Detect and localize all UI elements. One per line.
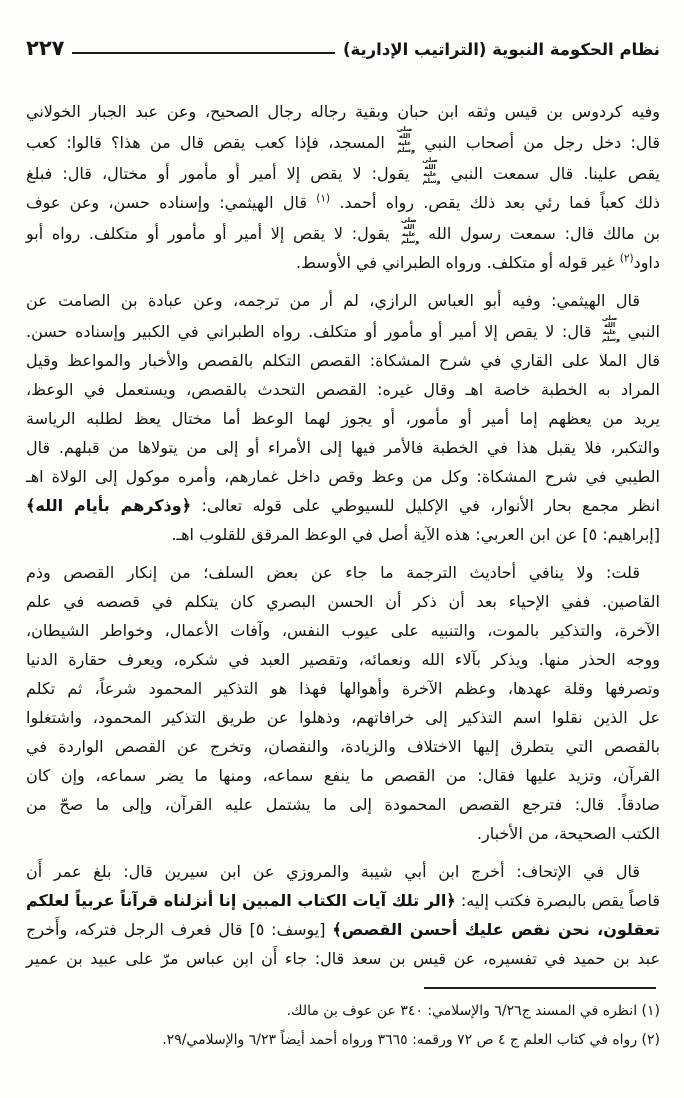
- footnote: (١) انظره في المسند ج٦/٢٦ والإسلامي: ٣٤٠ عن عوف بن مالك.: [286, 1003, 660, 1019]
- text-line: [26, 248, 660, 277]
- text-run: القرآن، وتزيد عليها فقال: من القصص ما ينفع سماعه، ومنها ما يضر سماعه، وإن كان: [26, 766, 660, 785]
- text-run: قال الملا على القاري في شرح المشكاة: القصص التكلم بالقصص والأخبار والمواعظ وقيل: [26, 351, 660, 370]
- text-run: النبي: [620, 322, 660, 341]
- text-run: وفيه كردوس بن قيس وثقه ابن حبان وبقية رجاله رجال الصحيح، وعن عبد الجبار الخولاني: [26, 102, 660, 121]
- pbuh-glyph: صلى الله عليه وسلم: [422, 156, 441, 185]
- text-line: [26, 462, 660, 491]
- text-line: [26, 404, 660, 433]
- text-run: والتكبر، فلا يقبل هذا في الخطبة فالأمر فيها إلى الأمراء أو إلى من يتولاها من قبلهم. قال: [26, 438, 660, 457]
- quran-quote: تعقلون، نحن نقص عليك أحسن القصص﴾: [332, 920, 660, 939]
- text-line: [26, 97, 660, 126]
- text-run: يريد من يعظهم إما أمير أو مأمور، أو يجوز لهما الوعظ أما مختال يعظ لطلبه الرياسة: [26, 409, 660, 428]
- text-run: قلت: ولا ينافي أحاديث الترجمة ما جاء عن بعض السلف؛ من إنكار القصص وذم: [26, 563, 640, 582]
- text-line: [26, 433, 660, 462]
- text-line: [26, 375, 660, 404]
- paragraph: [26, 286, 660, 549]
- text-line: [26, 315, 660, 346]
- text-run: ذلك كعباً فما رئي بعد ذلك يقص. رواه أحمد.: [330, 193, 660, 212]
- text-line: [26, 761, 660, 790]
- text-run: قال الهيثمي: وفيه أبو العباس الرازي، لم أر من ترجمه، وعن عبادة بن الصامت عن: [26, 291, 640, 310]
- text-line: [26, 558, 660, 587]
- text-line: [26, 157, 660, 188]
- text-line: [26, 703, 660, 732]
- text-run: وتصرفها وقلة عهدها، وعظم الآخرة وأهوالها فهذا هو التذكير المحمود شرعاً، ثم تكلم: [26, 679, 660, 698]
- text-line: [26, 126, 660, 157]
- text-line: [26, 915, 660, 944]
- text-run: بالقصص التي يتطرق إليها الاختلاف والزيادة، والنقصان، وتخرج عن القصص الواردة في: [26, 737, 660, 756]
- text-run: [إبراهيم: ٥] عن ابن العربي: هذه الآية أصل في الوعظ المرقق للقلوب اهـ.: [171, 525, 660, 544]
- text-run: يقول: لا يقص إلا أمير أو مأمور أو متكلف. رواه أبو: [26, 224, 399, 243]
- paragraph: [26, 558, 660, 848]
- text-run: يقص علينا. قال سمعت النبي: [440, 164, 661, 183]
- text-run: ووجه الحذر منها. ويذكر بآلاء الله ونعمائه، وتقصير العبد في شكره، ويعرف حقارة الدنيا: [26, 650, 660, 669]
- paragraph: [26, 857, 660, 973]
- pbuh-glyph: صلى الله عليه وسلم: [601, 314, 621, 343]
- text-run: المسجد، فإذا كعب يقص قال من هذا؟ قالوا: كعب: [26, 133, 395, 152]
- text-line: [26, 587, 660, 616]
- text-line: [26, 732, 660, 761]
- footnotes-section: [26, 987, 660, 1055]
- quran-quote: ﴿الر تلك آيات الكتاب المبين إنا أنزلناه قرآناً عربياً لعلكم: [26, 891, 456, 910]
- text-run: عبد بن حميد في تفسيره، عن قيس بن سعد قال: جاء أَن ابن عباس مرّ على عبيد بن عمير: [26, 949, 660, 968]
- text-run: [يوسف: ٥] قال فعرف الرجل فتركه، وأَخرج: [26, 920, 333, 939]
- text-run: قال: لا يقص إلا أمير أو مأمور أو متكلف. رواه الطبراني في الكبير وإسناده حسن.: [26, 322, 600, 341]
- pbuh-glyph: صلى الله عليه وسلم: [396, 125, 416, 154]
- header-rule: [72, 52, 334, 54]
- text-line: [26, 944, 660, 973]
- footnote: (٢) رواه في كتاب العلم ج ٤ ص ٧٢ ورقمه: ٣٦٦٥ ورواه أحمد أيضاً ٦/٢٣ والإسلامي/٢٩.: [162, 1032, 660, 1048]
- footnote-marker: (٢): [619, 252, 634, 265]
- text-line: [26, 616, 660, 645]
- text-line: [26, 857, 660, 886]
- text-run: قال الهيثمي: وإسناده حسن، وعن عوف: [26, 193, 317, 212]
- text-run: داود: [633, 253, 660, 272]
- text-line: [26, 674, 660, 703]
- footnote-list: [26, 997, 660, 1055]
- text-line: [26, 819, 660, 848]
- text-run: الطيبي في شرح المشكاة: وكل من وعظ وقص داخل غمارهم، وأمره موكول إلى الولاة اهـ: [26, 467, 660, 486]
- book-title: نظام الحكومة النبوية (التراتيب الإدارية): [342, 40, 660, 59]
- quran-quote: ﴿وذكرهم بأيام الله﴾: [26, 496, 192, 515]
- text-line: [26, 217, 660, 248]
- text-run: عل الذين نقلوا اسم التذكير إلى خرافاتهم، وذهلوا عن طريق التذكير المحمود، واشتغلوا: [26, 708, 660, 727]
- text-run: غير قوله أو متكلف. ورواه الطبراني في الأوسط.: [295, 253, 620, 272]
- text-run: القاصين. ففي الإحياء بعد أن ذكر أن الحسن البصري كان يتكلم في قصصه في علم: [26, 592, 660, 611]
- text-line: [26, 491, 660, 520]
- page-body: [26, 97, 660, 973]
- paragraph: [26, 97, 660, 277]
- text-run: انظر مجمع بحار الأنوار، في الإكليل للسيوطي على قوله تعالى:: [191, 496, 660, 515]
- footnote-marker: (١): [316, 192, 331, 205]
- text-run: الآخرة، والتذكير بالموت، والتنبيه على عيوب النفس، وآفات الأعمال، وخواطر الشيطان،: [26, 621, 660, 640]
- text-line: [26, 286, 660, 315]
- text-line: [26, 520, 660, 549]
- text-line: [26, 645, 660, 674]
- text-run: المراد به الخطبة خاصة اهـ وقال غيره: القصص التحدث بالقصص، ويستعمل في الوعظ،: [26, 380, 660, 399]
- text-run: قال في الإتحاف: أخرج ابن أبي شيبة والمروزي عن ابن سيرين قال: بلغ عمر أَن: [26, 862, 640, 881]
- pbuh-glyph: صلى الله عليه وسلم: [401, 216, 420, 245]
- text-line: [26, 346, 660, 375]
- text-run: صادقاً. قال: فترجع القصص المحمودة إلى ما يشتمل عليه القرآن، وإلى ما صحّ من: [26, 795, 660, 814]
- text-line: [26, 886, 660, 915]
- page-number: ٢٢٧: [26, 36, 65, 60]
- text-run: الكتب الصحيحة، من الأخبار.: [476, 824, 660, 843]
- page-header: [26, 38, 660, 59]
- text-run: بن مالك قال: سمعت رسول الله: [419, 224, 661, 243]
- text-run: قال: دخل رجل من أصحاب النبي: [415, 133, 661, 152]
- footnote-separator-rule: [424, 987, 656, 989]
- text-line: [26, 790, 660, 819]
- text-run: يقول: لا يقص إلا أمير أو مأمور أو مختال، قال: فبلغ: [26, 164, 420, 183]
- text-run: قاصاً يقص بالبصرة فكتب إليه:: [455, 891, 661, 910]
- text-line: [26, 188, 660, 217]
